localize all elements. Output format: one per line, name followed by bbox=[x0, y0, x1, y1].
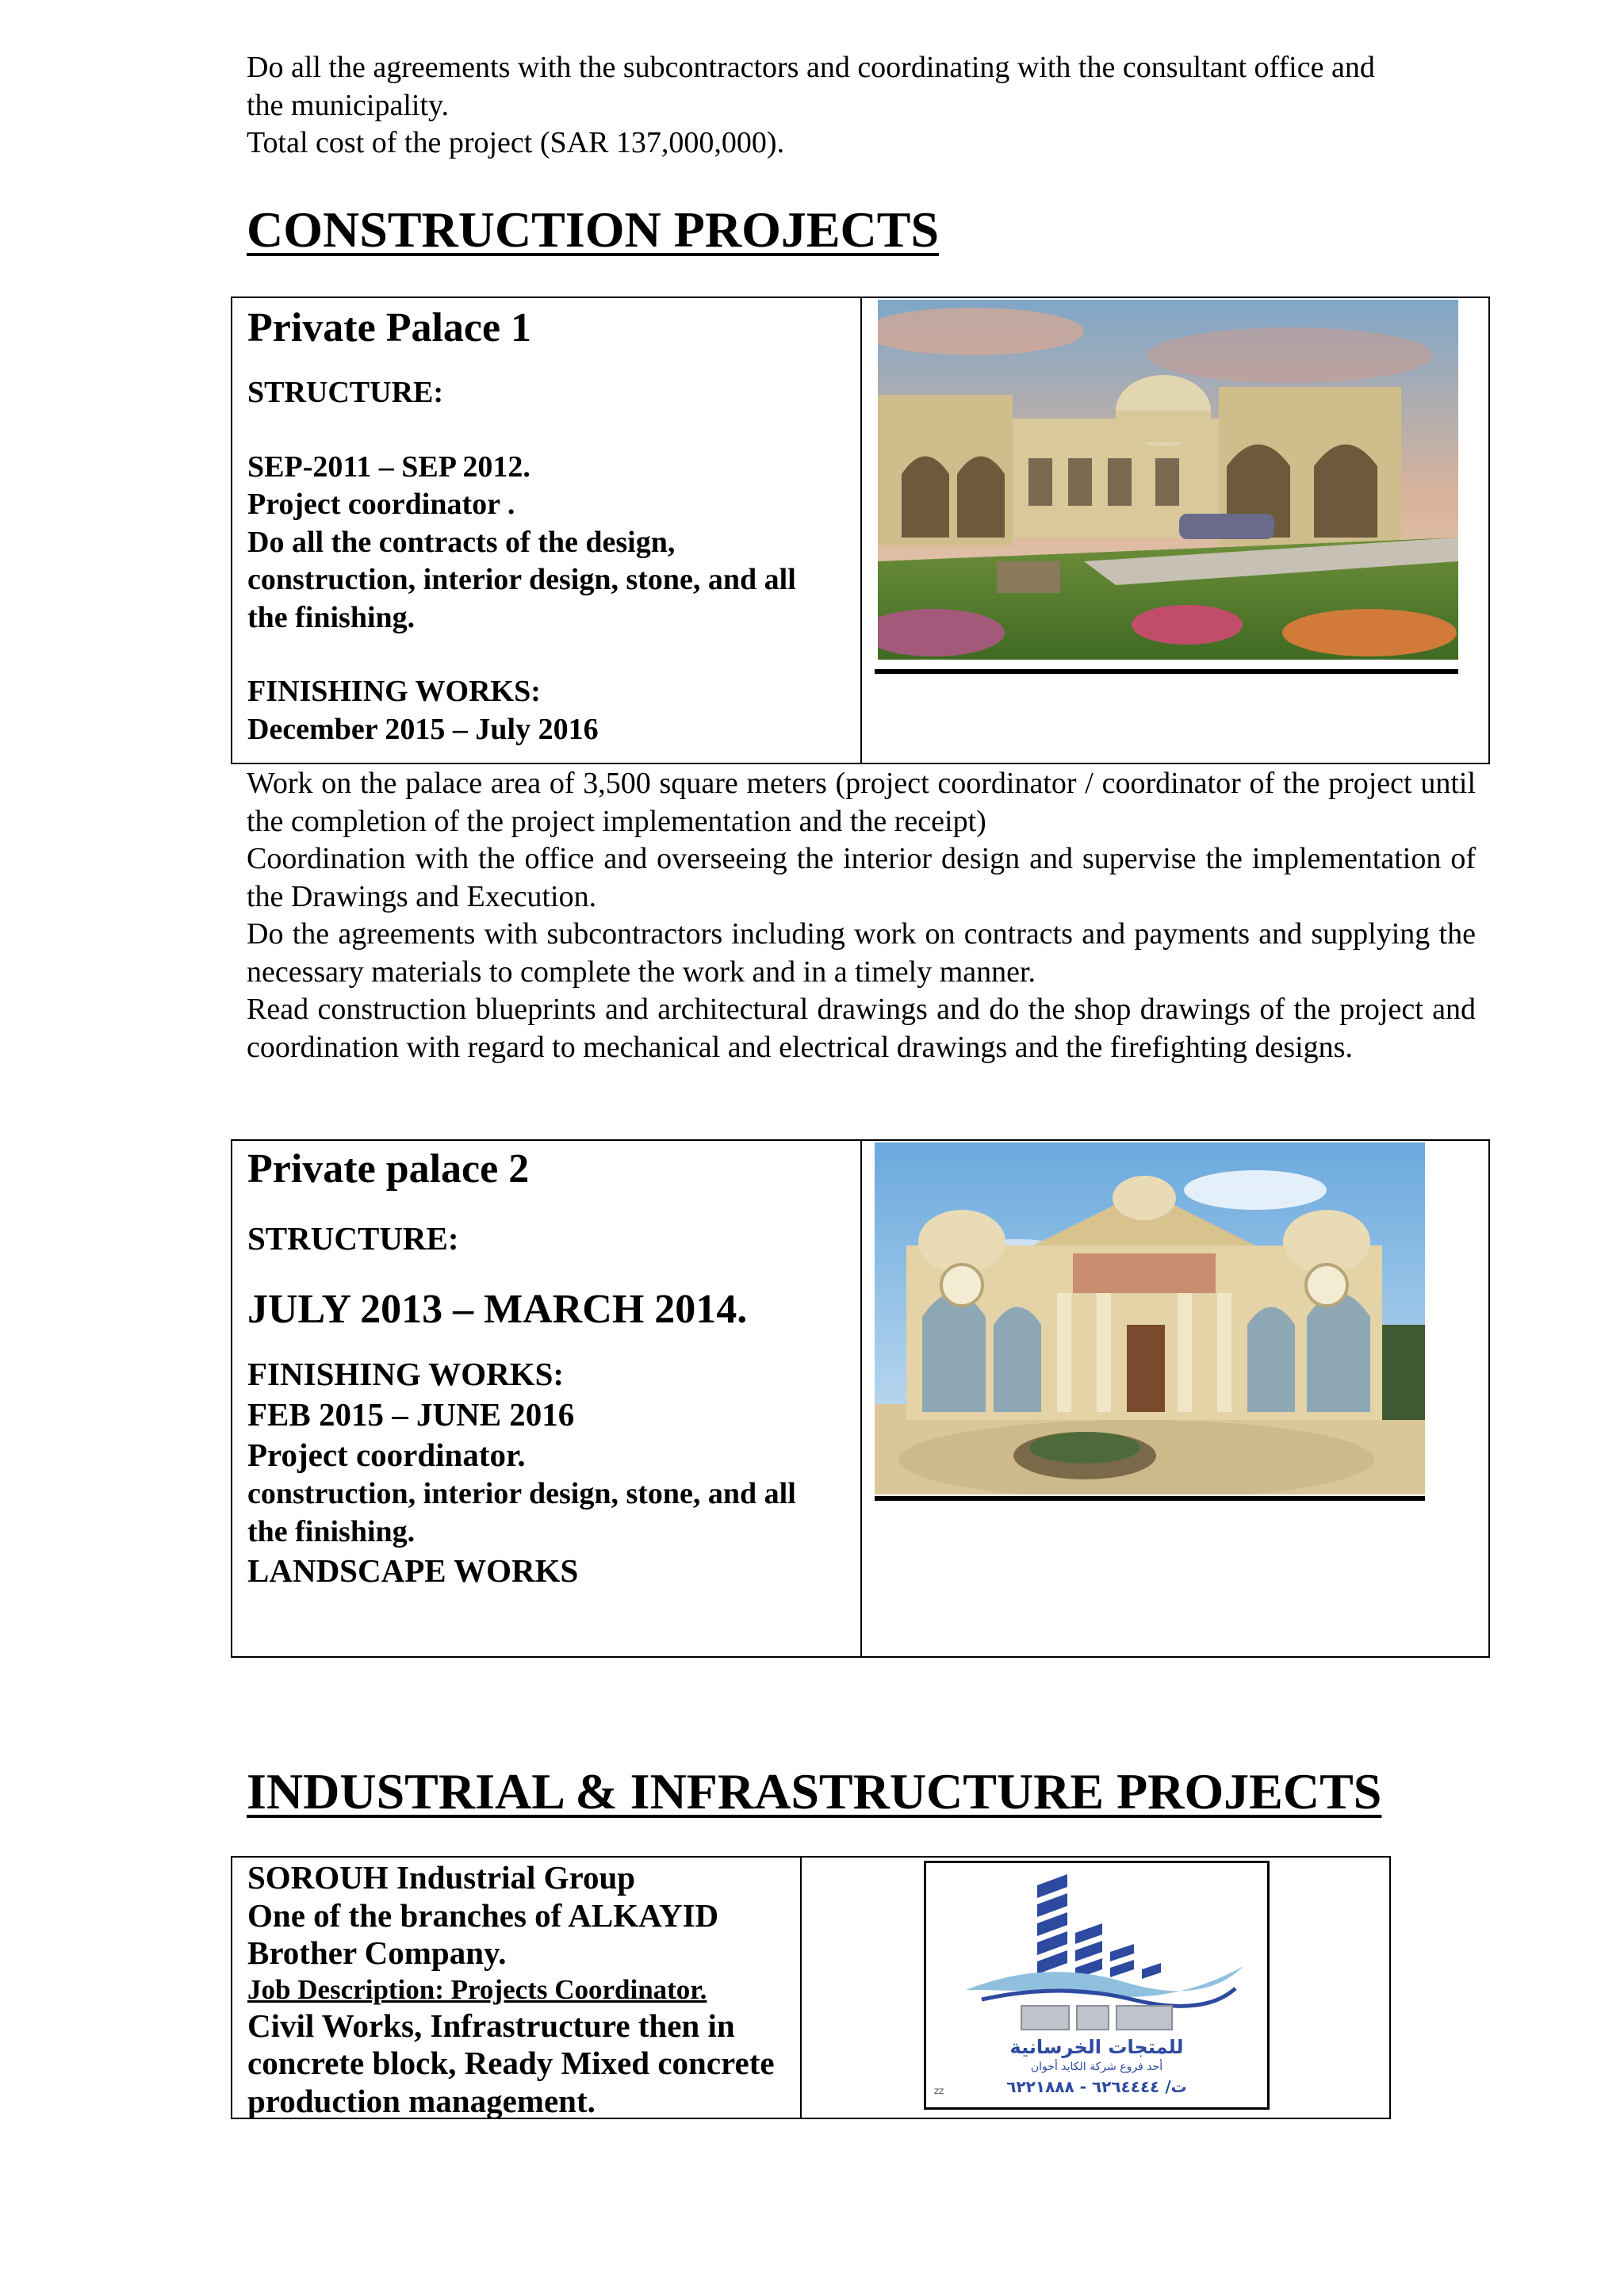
logo-arabic-name: للمتجات الخرسانية bbox=[1009, 2036, 1184, 2058]
palace-1-duty: Do all the contracts of the design, bbox=[247, 525, 676, 559]
logo-mark bbox=[926, 1863, 1267, 2045]
job-description: Job Description: Projects Coordinator. bbox=[247, 1973, 707, 2005]
palace-2-finishing-dates: FEB 2015 – JUNE 2016 bbox=[247, 1396, 575, 1433]
intro-line: Do all the agreements with the subcontractors and coordinating with the consultant office and bbox=[247, 51, 1375, 84]
palace-1-info bbox=[247, 303, 858, 748]
palace-2-landscape: LANDSCAPE WORKS bbox=[247, 1552, 579, 1589]
palace-1-table bbox=[231, 297, 1490, 764]
palace-1-structure-label: STRUCTURE: bbox=[247, 376, 444, 409]
intro-paragraph bbox=[247, 49, 1476, 163]
palace-2-role: Project coordinator. bbox=[247, 1437, 526, 1473]
palace-1-finishing-label: FINISHING WORKS: bbox=[247, 675, 541, 708]
company-line: production management. bbox=[247, 2082, 596, 2119]
palace-1-duty: the finishing. bbox=[247, 600, 416, 634]
palace-2-table bbox=[231, 1139, 1490, 1658]
section-heading-construction: CONSTRUCTION PROJECTS bbox=[247, 201, 940, 258]
palace-2-duty: construction, interior design, stone, and all bbox=[247, 1477, 796, 1510]
table-divider bbox=[800, 1858, 802, 2118]
company-logo bbox=[924, 1861, 1270, 2110]
palace-1-finishing-dates: December 2015 – July 2016 bbox=[247, 712, 599, 746]
intro-line: Total cost of the project (SAR 137,000,000). bbox=[247, 126, 785, 159]
logo-phone: ت/ ٦٢٦٤٤٤٤ - ٦٢٢١٨٨٨ bbox=[1006, 2077, 1187, 2096]
image-underline bbox=[875, 669, 1458, 674]
palace-2-finishing-label: FINISHING WORKS: bbox=[247, 1356, 565, 1392]
company-info bbox=[247, 1859, 795, 2120]
palace-1-role: Project coordinator . bbox=[247, 488, 515, 521]
description-paragraph: Work on the palace area of 3,500 square meters (project coordinator / coordinator of the project until the completion of the project implementation and the receipt) bbox=[247, 767, 1476, 838]
palace-1-photo bbox=[878, 300, 1458, 660]
intro-line: the municipality. bbox=[247, 88, 450, 122]
section-heading-industrial: INDUSTRIAL & INFRASTRUCTURE PROJECTS bbox=[247, 1763, 1382, 1820]
description-paragraph: Read construction blueprints and architectural drawings and do the shop drawings of the project and coordination with regard to mechanical and electrical drawings and the firefighting designs. bbox=[247, 993, 1476, 1064]
logo-arabic-sub: أحد فروع شركة الكايد أخوان bbox=[1030, 2061, 1163, 2073]
table-divider bbox=[860, 1141, 862, 1656]
company-line: Brother Company. bbox=[247, 1934, 507, 1971]
palace-2-structure-label: STRUCTURE: bbox=[247, 1220, 459, 1257]
table-divider bbox=[860, 298, 862, 763]
palace-1-dates: SEP-2011 – SEP 2012. bbox=[247, 450, 530, 484]
logo-badge: ZZ bbox=[934, 2088, 944, 2096]
palace-1-title: Private Palace 1 bbox=[247, 305, 532, 350]
description-paragraph: Do the agreements with subcontractors including work on contracts and payments and supplying the necessary materials to complete the work and in a timely manner. bbox=[247, 917, 1476, 989]
palace-2-photo bbox=[875, 1142, 1425, 1494]
palace-2-dates: JULY 2013 – MARCH 2014. bbox=[247, 1287, 748, 1332]
palace-2-title: Private palace 2 bbox=[247, 1146, 530, 1192]
company-line: One of the branches of ALKAYID bbox=[247, 1896, 719, 1934]
image-underline bbox=[875, 1496, 1425, 1501]
palace-2-duty: the finishing. bbox=[247, 1514, 416, 1548]
company-name: SOROUH Industrial Group bbox=[247, 1859, 636, 1896]
palace-1-duty: construction, interior design, stone, and all bbox=[247, 563, 796, 596]
description-paragraph: Coordination with the office and overseeing the interior design and supervise the implementation of the Drawings and Execution. bbox=[247, 842, 1476, 913]
industrial-table bbox=[231, 1856, 1391, 2119]
company-line: Civil Works, Infrastructure then in bbox=[247, 2007, 735, 2044]
company-line: concrete block, Ready Mixed concrete bbox=[247, 2045, 775, 2081]
palace-1-description bbox=[247, 765, 1476, 1066]
palace-2-info bbox=[247, 1144, 858, 1591]
